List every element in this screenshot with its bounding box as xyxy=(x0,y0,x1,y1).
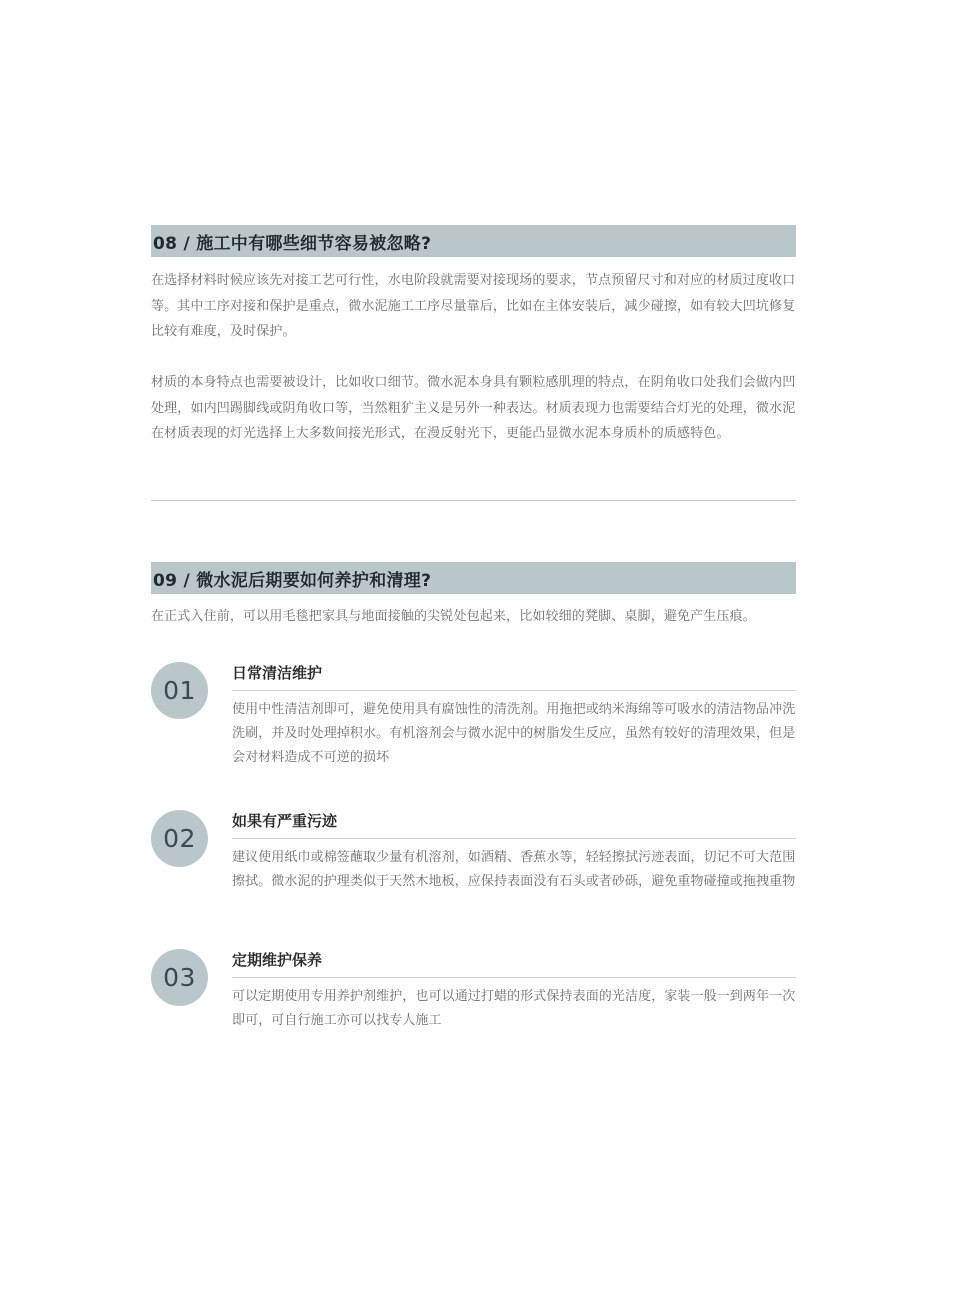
section-08-paragraph-2: 材质的本身特点也需要被设计，比如收口细节。微水泥本身具有颗粒感肌理的特点，在阴角收口处我们会做内凹处理，如内凹踢脚线或阴角收口等，当然粗犷主义是另外一种表达。材质表现力也需要结合灯光的处理，微水泥在材质表现的灯光选择上大多数间接光形式，在漫反射光下，更能凸显微水泥本身质朴的质感特色。 xyxy=(151,375,796,441)
item-02-text: 建议使用纸巾或棉签蘸取少量有机溶剂，如酒精、香蕉水等，轻轻擦拭污迹表面，切记不可大范围擦拭。微水泥的护理类似于天然木地板，应保持表面没有石头或者砂砾，避免重物碰撞或拖拽重物 xyxy=(232,850,796,889)
item-01-title: 日常清洁维护 xyxy=(232,664,323,682)
item-03-rule xyxy=(232,977,796,978)
item-02-title: 如果有严重污迹 xyxy=(232,812,338,830)
section-09-title: 09 / 微水泥后期要如何养护和清理? xyxy=(153,570,432,591)
section-divider xyxy=(151,500,796,501)
item-01-number-badge: 01 xyxy=(151,662,208,719)
section-09-header xyxy=(151,562,796,594)
item-03-number-badge: 03 xyxy=(151,949,208,1006)
item-01-rule xyxy=(232,690,796,691)
section-09-intro: 在正式入住前，可以用毛毯把家具与地面接触的尖锐处包起来，比如较细的凳脚、桌脚，避免产生压痕。 xyxy=(151,609,756,624)
item-01-text: 使用中性清洁剂即可，避免使用具有腐蚀性的清洗剂。用拖把或纳米海绵等可吸水的清洁物品冲洗洗刷，并及时处理掉积水。有机溶剂会与微水泥中的树脂发生反应，虽然有较好的清理效果，但是会对材料造成不可逆的损坏 xyxy=(232,702,796,765)
item-02-rule xyxy=(232,838,796,839)
item-03-title: 定期维护保养 xyxy=(232,951,323,969)
section-08-title: 08 / 施工中有哪些细节容易被忽略? xyxy=(153,233,432,254)
item-02-number-badge: 02 xyxy=(151,810,208,867)
item-03-text: 可以定期使用专用养护剂维护，也可以通过打蜡的形式保持表面的光洁度，家装一般一到两年一次即可，可自行施工亦可以找专人施工 xyxy=(232,989,796,1028)
section-08-paragraph-1: 在选择材料时候应该先对接工艺可行性，水电阶段就需要对接现场的要求，节点预留尺寸和对应的材质过度收口等。其中工序对接和保护是重点，微水泥施工工序尽量靠后，比如在主体安装后，减少碰擦，如有较大凹坑修复比较有难度，及时保护。 xyxy=(151,273,796,339)
section-08-header xyxy=(151,225,796,257)
